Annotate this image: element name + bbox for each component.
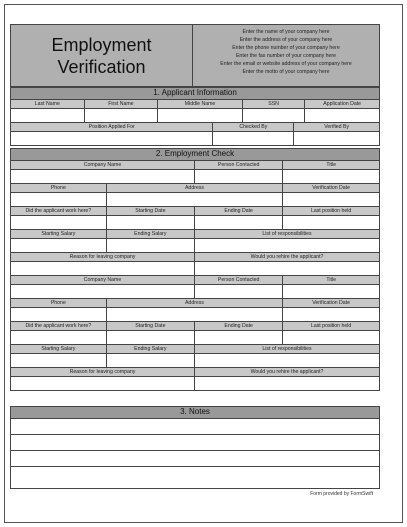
title-field-2[interactable]	[283, 285, 379, 299]
verification-date-label-2: Verification Date	[283, 299, 379, 308]
company-phone-line: Enter the phone number of your company here	[232, 45, 340, 51]
last-position-field-2[interactable]	[283, 331, 379, 345]
responsibilities-field[interactable]	[195, 239, 379, 253]
footer-credit: Form provided by FormSwift	[310, 491, 373, 497]
company-name-line: Enter the name of your company here	[242, 29, 330, 35]
responsibilities-label: List of responsibilities	[195, 230, 379, 239]
verification-date-field-2[interactable]	[283, 308, 379, 322]
address-field[interactable]	[107, 193, 284, 207]
worked-here-label: Did the applicant work here?	[11, 207, 107, 216]
form-title: Employment Verification	[10, 24, 193, 87]
last-position-field[interactable]	[283, 216, 379, 230]
first-name-label: First Name	[85, 100, 159, 109]
company-name-label: Company Name	[11, 161, 195, 170]
application-date-label: Application Date	[305, 100, 379, 109]
responsibilities-label-2: List of responsibilities	[195, 345, 379, 354]
employment-section	[10, 148, 380, 391]
last-name-label: Last Name	[11, 100, 85, 109]
verification-date-label: Verification Date	[283, 184, 379, 193]
worked-here-label-2: Did the applicant work here?	[11, 322, 107, 331]
ending-salary-label: Ending Salary	[107, 230, 195, 239]
reason-leaving-field-2[interactable]	[11, 377, 195, 391]
title-label: Title	[283, 161, 379, 170]
ending-date-field-2[interactable]	[195, 331, 283, 345]
rehire-field-2[interactable]	[195, 377, 379, 391]
title-label-2: Title	[283, 276, 379, 285]
company-name-field-2[interactable]	[11, 285, 195, 299]
reason-leaving-label: Reason for leaving company	[11, 253, 195, 262]
starting-date-label-2: Starting Date	[107, 322, 195, 331]
rehire-label-2: Would you rehire the applicant?	[195, 368, 379, 377]
verification-date-field[interactable]	[283, 193, 379, 207]
ssn-field[interactable]	[243, 109, 306, 123]
position-applied-field[interactable]	[11, 132, 213, 146]
verified-by-label: Verified By	[294, 123, 379, 132]
title-field[interactable]	[283, 170, 379, 184]
address-label: Address	[107, 184, 284, 193]
last-position-label: Last position held	[283, 207, 379, 216]
rehire-field[interactable]	[195, 262, 379, 276]
last-name-field[interactable]	[11, 109, 85, 123]
notes-line[interactable]	[10, 435, 380, 451]
person-contacted-field-2[interactable]	[195, 285, 283, 299]
ending-salary-label-2: Ending Salary	[107, 345, 195, 354]
starting-date-field[interactable]	[107, 216, 195, 230]
phone-label: Phone	[11, 184, 107, 193]
applicant-section	[10, 87, 380, 146]
person-contacted-label: Person Contacted	[195, 161, 283, 170]
starting-salary-field-2[interactable]	[11, 354, 107, 368]
position-applied-label: Position Applied For	[11, 123, 213, 132]
first-name-field[interactable]	[85, 109, 159, 123]
company-motto-line: Enter the motto of your company here	[242, 69, 330, 75]
applicant-section-header: 1. Applicant Information	[10, 87, 380, 100]
address-label-2: Address	[107, 299, 284, 308]
rehire-label: Would you rehire the applicant?	[195, 253, 379, 262]
address-field-2[interactable]	[107, 308, 284, 322]
starting-date-field-2[interactable]	[107, 331, 195, 345]
reason-leaving-label-2: Reason for leaving company	[11, 368, 195, 377]
ending-salary-field[interactable]	[107, 239, 195, 253]
notes-section	[10, 406, 380, 489]
ending-date-field[interactable]	[195, 216, 283, 230]
person-contacted-field[interactable]	[195, 170, 283, 184]
responsibilities-field-2[interactable]	[195, 354, 379, 368]
checked-by-label: Checked By	[213, 123, 294, 132]
middle-name-field[interactable]	[158, 109, 243, 123]
company-info-box	[193, 24, 380, 87]
ending-date-label: Ending Date	[195, 207, 283, 216]
company-email-line: Enter the email or website address of your company here	[220, 61, 352, 67]
last-position-label-2: Last position held	[283, 322, 379, 331]
ending-salary-field-2[interactable]	[107, 354, 195, 368]
company-name-label-2: Company Name	[11, 276, 195, 285]
notes-line[interactable]	[10, 451, 380, 467]
middle-name-label: Middle Name	[158, 100, 243, 109]
verified-by-field[interactable]	[294, 132, 379, 146]
starting-salary-label: Starting Salary	[11, 230, 107, 239]
person-contacted-label-2: Person Contacted	[195, 276, 283, 285]
worked-here-field[interactable]	[11, 216, 107, 230]
company-name-field[interactable]	[11, 170, 195, 184]
application-date-field[interactable]	[305, 109, 379, 123]
starting-salary-label-2: Starting Salary	[11, 345, 107, 354]
starting-salary-field[interactable]	[11, 239, 107, 253]
reason-leaving-field[interactable]	[11, 262, 195, 276]
notes-line[interactable]	[10, 467, 380, 489]
phone-field[interactable]	[11, 193, 107, 207]
company-fax-line: Enter the fax number of your company here	[235, 53, 337, 59]
company-address-line: Enter the address of your company here	[239, 37, 333, 43]
employment-section-header: 2. Employment Check	[10, 148, 380, 161]
phone-field-2[interactable]	[11, 308, 107, 322]
checked-by-field[interactable]	[213, 132, 294, 146]
starting-date-label: Starting Date	[107, 207, 195, 216]
phone-label-2: Phone	[11, 299, 107, 308]
worked-here-field-2[interactable]	[11, 331, 107, 345]
ssn-label: SSN	[243, 100, 306, 109]
notes-line[interactable]	[10, 419, 380, 435]
notes-section-header: 3. Notes	[10, 406, 380, 419]
ending-date-label-2: Ending Date	[195, 322, 283, 331]
